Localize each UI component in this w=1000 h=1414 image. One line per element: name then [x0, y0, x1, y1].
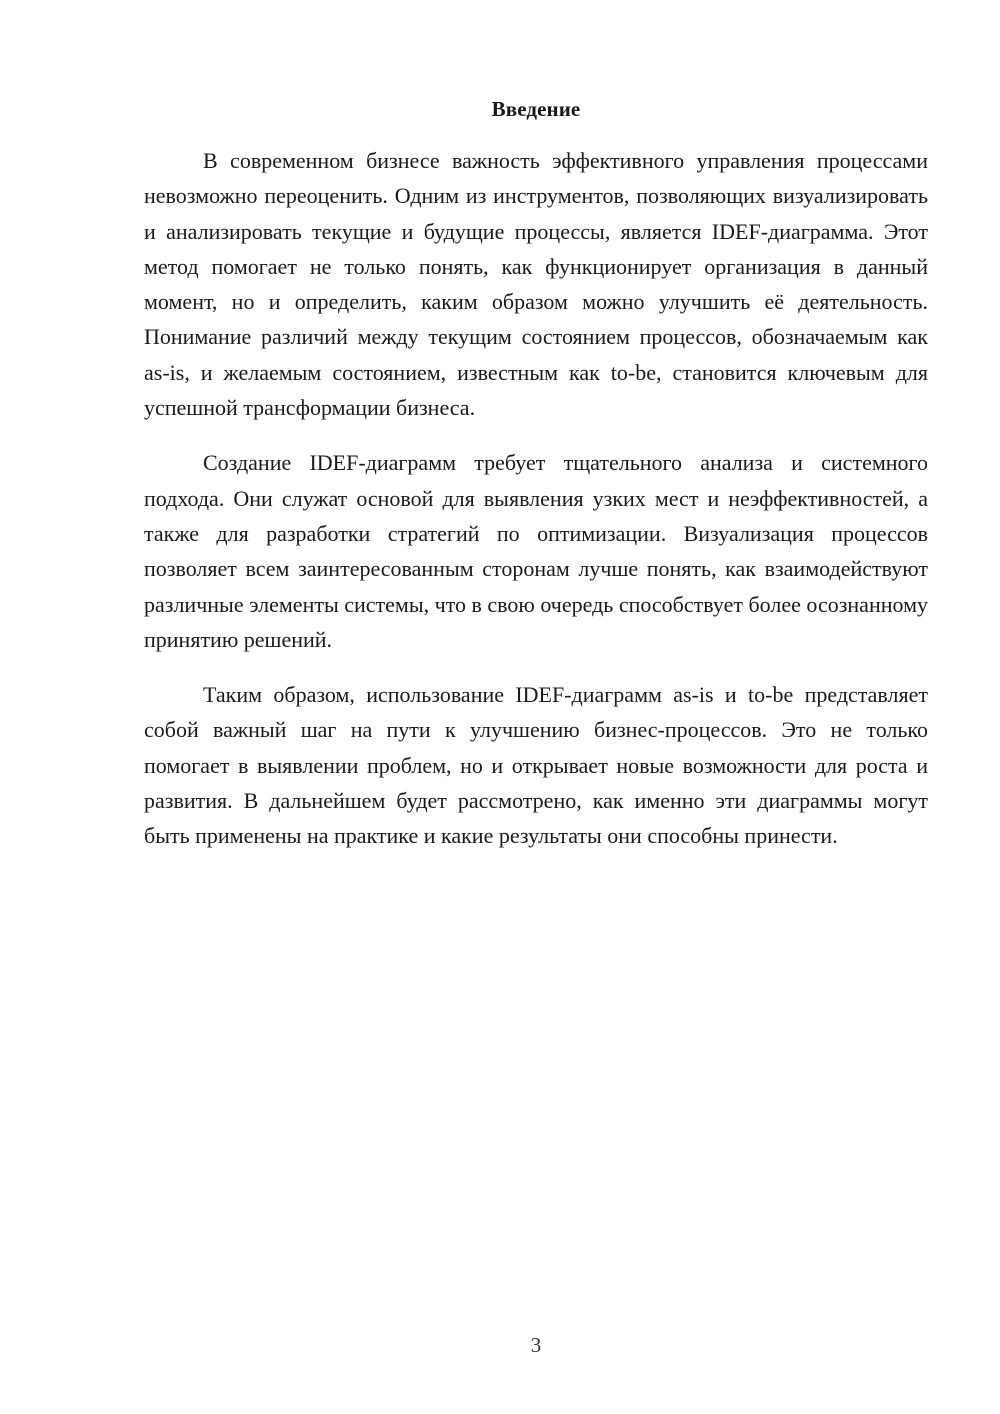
page-number: 3	[530, 1333, 542, 1357]
paragraph-3: Таким образом, использование IDEF-диаграмм as-is и to-be представляет собой важный шаг на пути к улучшению бизнес-процессов. Это не только помогает в выявлении проблем, но и открывает новые возможности для роста и развития. В дальнейшем будет рассмотрено, как именно эти диаграммы могут быть применены на практике и какие результаты они способны принести.	[144, 682, 928, 849]
paragraph-1: В современном бизнесе важность эффективного управления процессами невозможно переоценить. Одним из инструментов, позволяющих визуализировать и анализировать текущие и будущие процессы, является IDEF-диаграмма. Этот метод помогает не только понять, как функционирует организация в данный момент, но и определить, каким образом можно улучшить её деятельность. Понимание различий между текущим состоянием процессов, обозначаемым как as-is, и желаемым состоянием, известным как to-be, становится ключевым для успешной трансформации бизнеса.	[144, 148, 928, 421]
paragraph-2: Создание IDEF-диаграмм требует тщательного анализа и системного подхода. Они служат основой для выявления узких мест и неэффективностей, а также для разработки стратегий по оптимизации. Визуализация процессов позволяет всем заинтересованным сторонам лучше понять, как взаимодействуют различные элементы системы, что в свою очередь способствует более осознанному принятию решений.	[144, 450, 928, 652]
document-body	[144, 143, 928, 874]
section-title: Введение	[491, 97, 581, 121]
